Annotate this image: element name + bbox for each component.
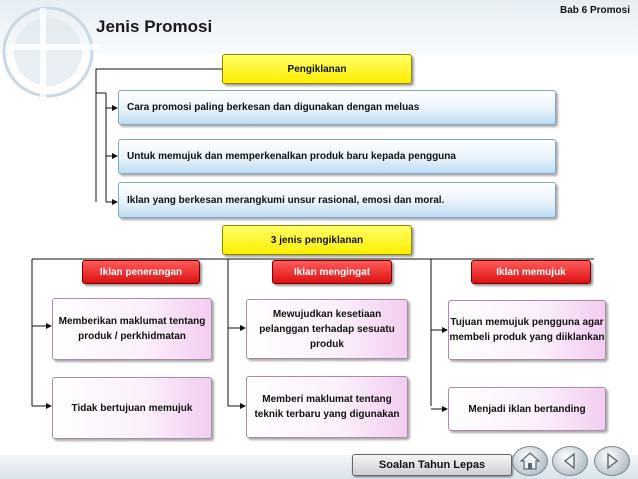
soalan-tahun-lepas-button[interactable]: Soalan Tahun Lepas: [352, 454, 512, 476]
back-button[interactable]: [552, 446, 588, 476]
mengingat-item-1: Mewujudkan kesetiaan pelanggan terhadap sesuatu produk: [246, 299, 408, 359]
memujuk-item-1: Tujuan memujuk pengguna agar membeli produk yang diiklankan: [448, 300, 606, 360]
forward-icon: [603, 452, 621, 470]
pengiklanan-box: Pengiklanan: [222, 54, 412, 84]
forward-button[interactable]: [594, 446, 630, 476]
memujuk-item-2: Menjadi iklan bertanding: [448, 387, 606, 431]
pengiklanan-point-1: Cara promosi paling berkesan dan digunakan dengan meluas: [118, 90, 556, 125]
type-iklan-memujuk: Iklan memujuk: [471, 260, 591, 284]
pengiklanan-point-3: Iklan yang berkesan merangkumi unsur rasional, emosi dan moral.: [118, 182, 556, 218]
pengiklanan-point-2: Untuk memujuk dan memperkenalkan produk baru kepada pengguna: [118, 139, 556, 174]
home-icon: [520, 452, 540, 470]
back-icon: [561, 452, 579, 470]
page-title: Jenis Promosi: [96, 17, 213, 36]
mengingat-item-2: Memberi maklumat tentang teknik terbaru yang digunakan: [246, 376, 408, 438]
jenis-pengiklanan-box: 3 jenis pengiklanan: [222, 225, 412, 255]
type-iklan-mengingat: Iklan mengingat: [272, 260, 392, 284]
chapter-label: Bab 6 Promosi: [559, 5, 630, 16]
penerangan-item-2: Tidak bertujuan memujuk: [52, 377, 212, 439]
home-button[interactable]: [512, 446, 548, 476]
type-iklan-penerangan: Iklan penerangan: [82, 260, 200, 284]
penerangan-item-1: Memberikan maklumat tentang produk / perkhidmatan: [52, 298, 212, 360]
